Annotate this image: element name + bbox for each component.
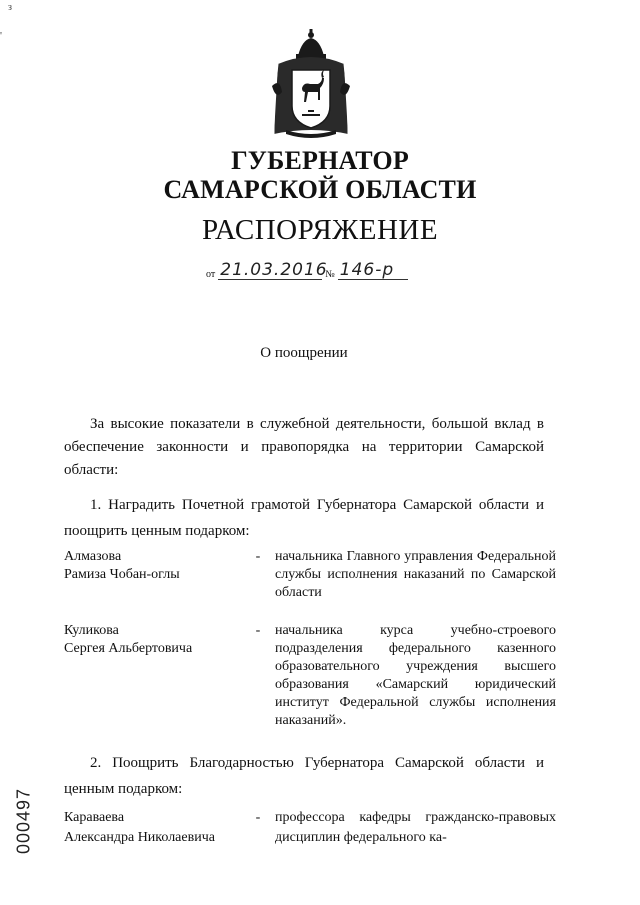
registration-number-stamp — [13, 776, 35, 866]
recipient-given-name: Рамиза Чобан-оглы — [64, 567, 180, 582]
date-prefix: от — [206, 269, 216, 280]
preamble-paragraph: За высокие показатели в служебной деятельности, большой вклад в обеспечение законности и правопорядка на территории Самарской области: — [64, 416, 544, 478]
recipient-given-name: Александра Николаевича — [64, 830, 215, 845]
date-number-line — [206, 258, 408, 280]
item-2-paragraph: 2. Поощрить Благодарностью Губернатора Самарской области и ценным подарком: — [64, 755, 544, 797]
handwritten-date: 21.03.2016 — [220, 260, 328, 280]
recipient-surname: Караваева — [64, 810, 125, 825]
document-subject: О поощрении — [260, 345, 348, 361]
recipient-position: профессора кафедры гражданско-правовых дисциплин федерального ка- — [275, 810, 556, 845]
separator-dash: - — [255, 810, 261, 825]
item-1-paragraph: 1. Наградить Почетной грамотой Губернатора Самарской области и поощрить ценным подарком: — [64, 497, 544, 539]
recipient-name — [64, 622, 254, 658]
recipient-name — [64, 808, 254, 848]
recipient-surname: Алмазова — [64, 549, 122, 564]
issuer-title-line2: САМАРСКОЙ ОБЛАСТИ — [163, 175, 477, 204]
separator-dash: - — [255, 623, 261, 638]
recipient-position: начальника Главного управления Федеральной службы исполнения наказаний по Самарской области — [275, 549, 556, 600]
recipient-given-name: Сергея Альбертовича — [64, 641, 193, 656]
separator-dash: - — [255, 549, 261, 564]
recipient-name — [64, 548, 254, 584]
registration-number: 000497 — [13, 787, 34, 855]
handwritten-number: 146-р — [338, 261, 408, 280]
corner-mark: з — [8, 2, 12, 13]
document-type: РАСПОРЯЖЕНИЕ — [201, 214, 439, 246]
number-prefix: № — [325, 269, 335, 280]
recipient-surname: Куликова — [64, 623, 119, 638]
side-mark: ' — [0, 30, 2, 42]
issuer-title-line1: ГУБЕРНАТОР — [231, 146, 409, 175]
coat-of-arms-icon — [268, 26, 354, 144]
recipient-position: начальника курса учебно-строевого подразделения федерального казенного образовательного учреждения высшего образования «Самарский юридический институт Федеральной службы исполнения наказаний». — [275, 623, 556, 728]
